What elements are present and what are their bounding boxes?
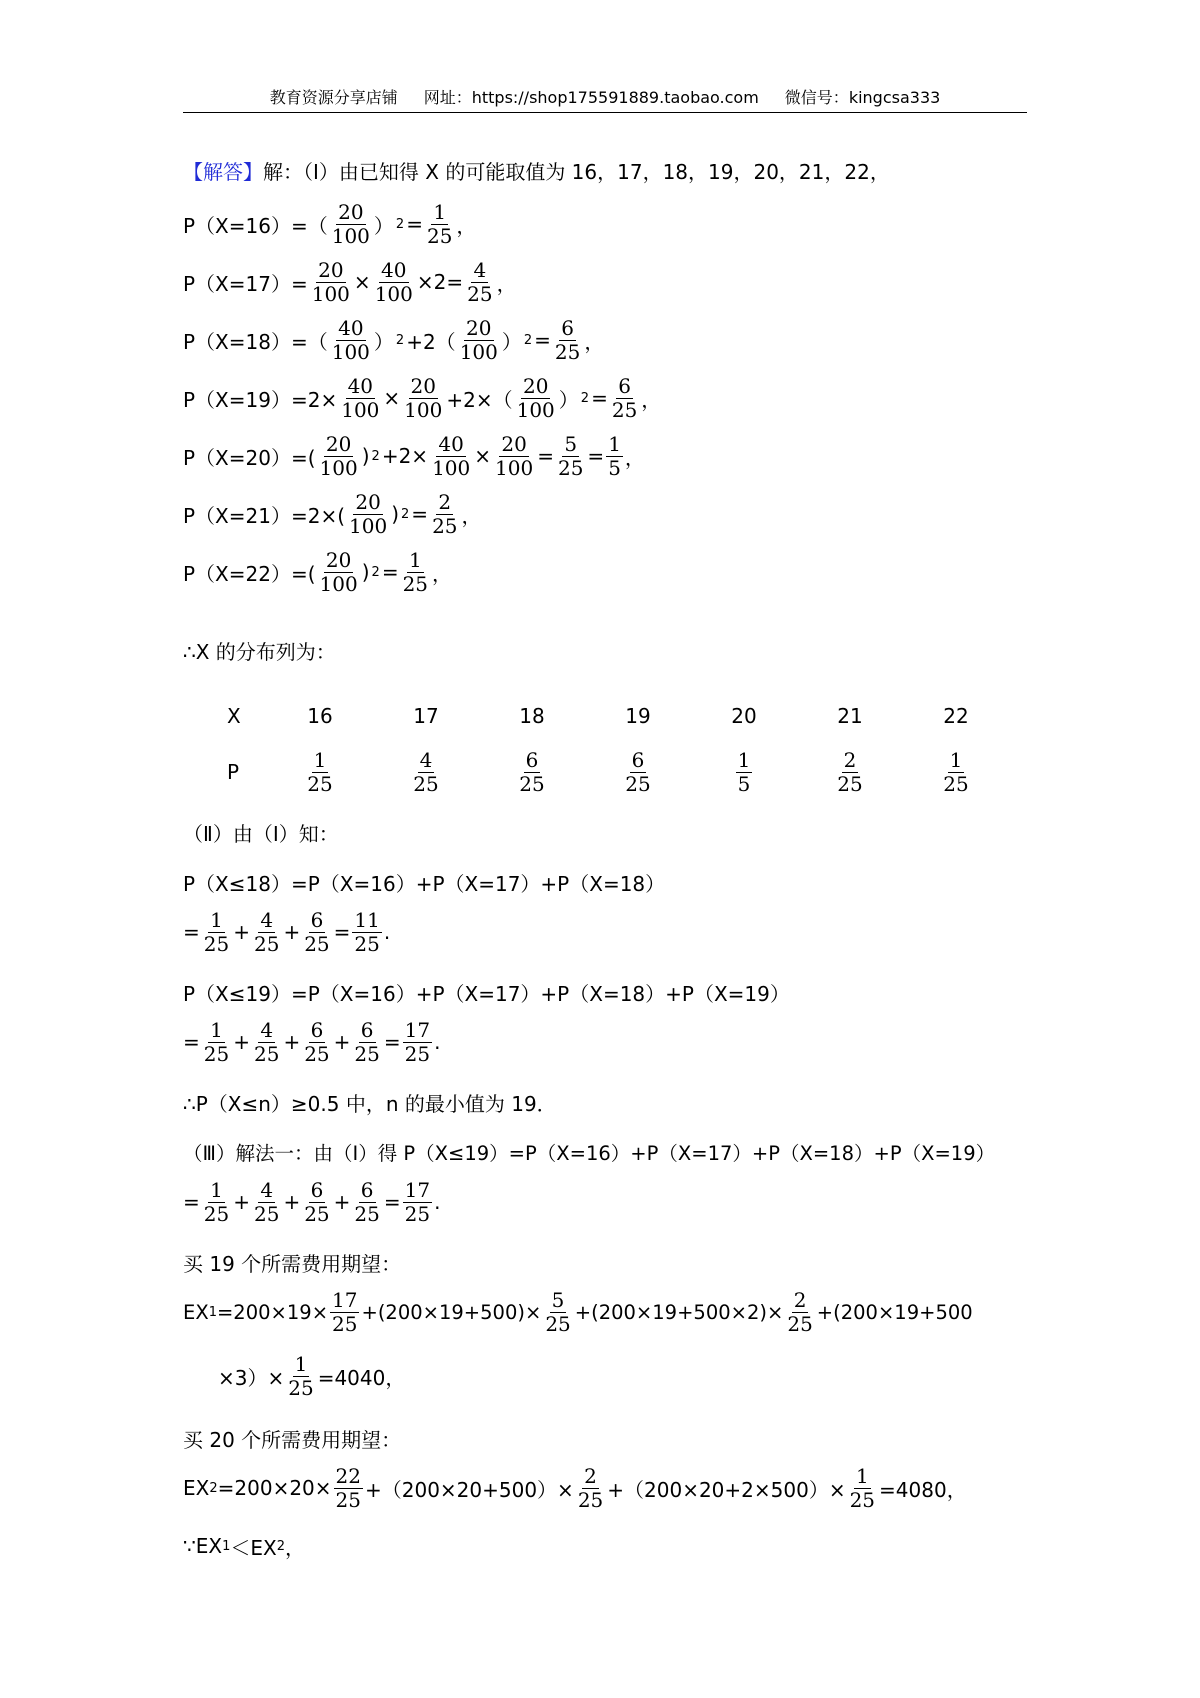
shop-name: 教育资源分享店铺 bbox=[269, 88, 398, 107]
wechat-label: 微信号： bbox=[784, 88, 849, 107]
p-x18: P（X=18）=（ $\frac{40}{100}$ ） 2 +2（ $\frac{20}{100}$ ） 2 = $\frac{6}{25}$ ， bbox=[183, 315, 605, 364]
part-3-intro: （Ⅲ）解法一：由（Ⅰ）得 P（X≤19）=P（X=16）+P（X=17）+P（X=18）+P（X=19） bbox=[183, 1142, 996, 1165]
p-x19: P（X=19）=2× $\frac{40}{100}$ × $\frac{20}{100}$ +2×（ $\frac{20}{100}$ ） 2 = $\frac{6}{25}$ ， bbox=[183, 373, 662, 422]
table-cell: 18 bbox=[519, 704, 545, 728]
table-header-x: X bbox=[227, 704, 241, 728]
table-cell: 21 bbox=[837, 704, 863, 728]
buy-19-label: 买 19 个所需费用期望： bbox=[183, 1251, 402, 1276]
table-header-p: P bbox=[227, 760, 240, 784]
sum-le18: = $\frac{1}{25}$ + $\frac{4}{25}$ + $\frac{6}{25}$ = $\frac{11}{25}$ . bbox=[183, 907, 391, 956]
p-x22: P（X=22）=( $\frac{20}{100}$ ) 2 = $\frac{1}{25}$ ， bbox=[183, 547, 453, 596]
wechat-id: kingcsa333 bbox=[848, 88, 941, 107]
buy-20-label: 买 20 个所需费用期望： bbox=[183, 1427, 402, 1452]
sum-le19: = $\frac{1}{25}$ + $\frac{4}{25}$ + $\frac{6}{25}$ + $\frac{6}{25}$ = $\frac{17}{25}$ . bbox=[183, 1017, 441, 1066]
compare-line: ∵EX 1 ＜EX 2 ， bbox=[183, 1534, 305, 1560]
table-row-x bbox=[183, 686, 1027, 746]
distribution-label: ∴X 的分布列为： bbox=[183, 639, 336, 664]
ex2-line: EX 2 = 200×20× $\frac{22}{25}$ +（200×20+500）× $\frac{2}{25}$ +（200×20+2×500）× $\frac{1}{25}$ =4080， bbox=[183, 1463, 967, 1512]
page-header bbox=[183, 84, 1027, 113]
table-row-p: P $\frac{1}{25}$ $\frac{4}{25}$ $\frac{6}{25}$ $\frac{6}{25}$ $\frac{1}{5}$ $\frac{2}{25}$ $\frac{1}{25}$ bbox=[183, 742, 1027, 802]
table-cell: 20 bbox=[731, 704, 757, 728]
table-cell: 19 bbox=[625, 704, 651, 728]
part-2-intro: （Ⅱ）由（Ⅰ）知： bbox=[183, 821, 339, 846]
ex1-line1: EX 1 =200× 19× $\frac{17}{25}$ +(200×19+500)× $\frac{5}{25}$ +(200×19+500×2)× $\frac{2}{25}$ +(200×19+500 bbox=[183, 1287, 973, 1336]
shop-url[interactable]: https://shop175591889.taobao.com bbox=[471, 88, 759, 107]
p-x21: P（X=21）=2×( $\frac{20}{100}$ ) 2 = $\frac{2}{25}$ ， bbox=[183, 489, 482, 538]
table-cell: 17 bbox=[413, 704, 439, 728]
url-label: 网址： bbox=[423, 88, 472, 107]
ex1-line2: ×3）× $\frac{1}{25}$ =4040， bbox=[218, 1351, 406, 1400]
p-x20: P（X=20）=( $\frac{20}{100}$ ) 2 +2× $\frac{40}{100}$ × $\frac{20}{100}$ = $\frac{5}{25}$ = $\frac{1}{5}$ ， bbox=[183, 431, 645, 480]
table-cell: 22 bbox=[943, 704, 969, 728]
p-x17: P（X=17）= $\frac{20}{100}$ × $\frac{40}{100}$ ×2= $\frac{4}{25}$ ， bbox=[183, 257, 517, 306]
p-le19: P（X≤19）=P（X=16）+P（X=17）+P（X=18）+P（X=19） bbox=[183, 981, 790, 1006]
table-cell: 16 bbox=[307, 704, 333, 728]
min-n-result: ∴P（X≤n）≥0.5 中，n 的最小值为 19． bbox=[183, 1091, 557, 1116]
p-le18: P（X≤18）=P（X=16）+P（X=17）+P（X=18） bbox=[183, 871, 666, 896]
solution-intro: 【解答】 解：（Ⅰ）由已知得 X 的可能取值为 16，17，18，19，20，21，22， bbox=[183, 142, 890, 198]
sum-le19-again: = $\frac{1}{25}$ + $\frac{4}{25}$ + $\frac{6}{25}$ + $\frac{6}{25}$ = $\frac{17}{25}$ . bbox=[183, 1177, 441, 1226]
answer-tag: 【解答】 bbox=[183, 159, 263, 184]
p-x16: P（X=16）=（ $\frac{20}{100}$ ） 2 = $\frac{1}{25}$ ， bbox=[183, 199, 477, 248]
